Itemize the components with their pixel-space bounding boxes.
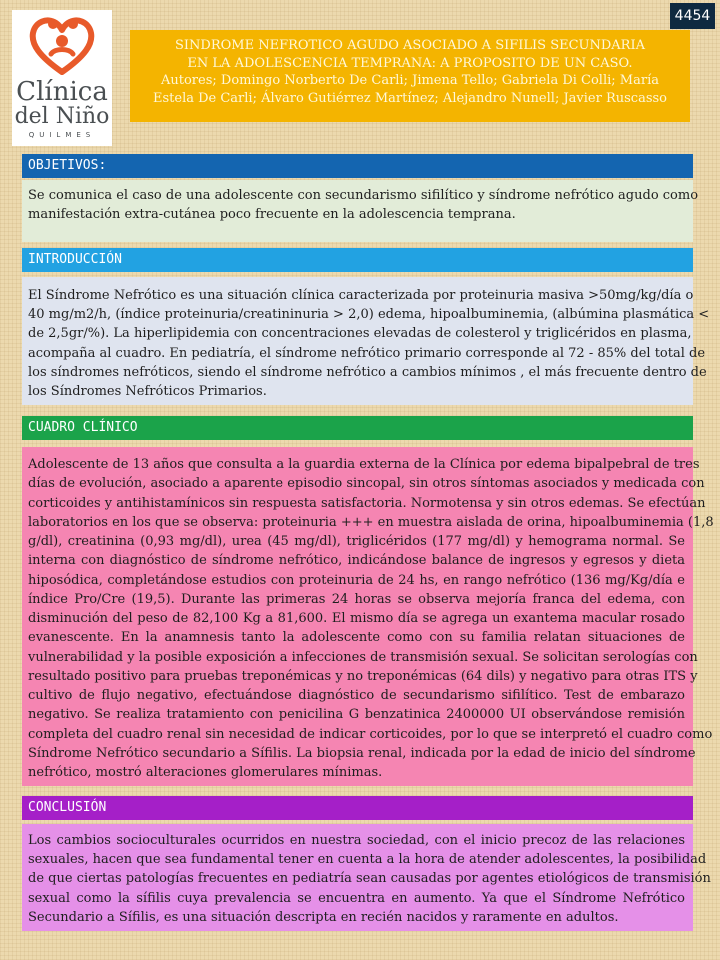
paragraph-line: corticoides y antihistamínicos sin respuesta satisfactoria. Normotensa y sin otros edemas. Se efectúan bbox=[28, 495, 706, 511]
logo-line-del-nino: del Niño bbox=[14, 104, 110, 129]
paragraph-line: sexuales, hacen que sea fundamental tener en cuenta a la hora de atender adolescentes, la posibilidad bbox=[28, 852, 707, 868]
paragraph-line: El Síndrome Nefrótico es una situación clínica caracterizada por proteinuria masiva >50mg/kg/día o bbox=[28, 288, 694, 303]
paragraph-line: Secundario a Sífilis, es una situación descripta en recién nacidos y raramente en adultos. bbox=[28, 909, 619, 925]
cuadro-clinico-body bbox=[22, 447, 714, 786]
paragraph-line: cultivo de flujo negativo, efectuándose diagnóstico de secundarismo sifilítico. Test de embarazo bbox=[28, 688, 685, 703]
paragraph-line: nefrótico, mostró alteraciones glomerulares mínimas. bbox=[28, 765, 383, 780]
page-number-badge: 4454 bbox=[670, 3, 715, 29]
paragraph-line: negativo. Se realiza tratamiento con penicilina G benzatinica 2400000 UI observándose remisión bbox=[28, 707, 685, 723]
paragraph-line: índice Pro/Cre (19,5). Durante las primeras 24 horas se observa mejoría franca del edema, con bbox=[28, 591, 685, 607]
paragraph-line: de que ciertas patologías frecuentes en pediatría sean causadas por agentes etiológicos de transmisión bbox=[28, 871, 711, 887]
heart-family-icon bbox=[29, 14, 95, 76]
paragraph-line: vulnerabilidad y la posible exposición a infecciones de transmisión sexual. Se solicitan serologías con bbox=[28, 649, 698, 665]
paragraph-line: interna con diagnóstico de síndrome nefrótico, indicándose balance de ingresos y egresos y dieta bbox=[28, 553, 685, 569]
paragraph-line: sexual como la sífilis cuya prevalencia se encuentra en aumento. Ya que el Síndrome Nefrótico bbox=[28, 890, 685, 906]
paragraph-line: laboratorios en los que se observa: proteinuria +++ en muestra aislada de orina, hipoalbuminemia (1,8 bbox=[28, 514, 714, 530]
paragraph-line: hiposódica, completándose estudios con proteinuria de 24 hs, en rango nefrótico (136 mg/Kg/día e bbox=[28, 572, 685, 588]
paragraph-line: evanescente. En la anamnesis tanto la adolescente como con su familia relatan situaciones de bbox=[28, 630, 685, 646]
clinic-logo bbox=[12, 10, 112, 146]
paragraph-line: Se comunica el caso de una adolescente con secundarismo sifilítico y síndrome nefrótico agudo como bbox=[28, 188, 699, 203]
paragraph-line: resultado positivo para pruebas treponémicas y no treponémicas (64 dils) y negativo para otras ITS y bbox=[28, 668, 698, 684]
paragraph-line: los Síndromes Nefróticos Primarios. bbox=[28, 384, 267, 400]
paragraph-line: Síndrome Nefrótico secundario a Sífilis. La biopsia renal, indicada por la edad de inicio del síndrome bbox=[28, 745, 696, 761]
paragraph-line: de 2,5gr/%). La hiperlipidemia con concentraciones elevadas de colesterol y triglicéridos en plasma, bbox=[28, 326, 692, 342]
objetivos-heading: OBJETIVOS: bbox=[22, 154, 693, 178]
objetivos-body bbox=[22, 180, 699, 242]
conclusion-body bbox=[22, 824, 711, 931]
introduccion-heading: INTRODUCCIÓN bbox=[22, 248, 693, 272]
logo-line-quilmes: QUILMES bbox=[28, 131, 96, 139]
paragraph-line: completa del cuadro renal sin necesidad de indicar corticoides, por lo que se interpretó el cuadro como bbox=[28, 726, 713, 742]
paragraph-line: días de evolución, asociado a aparente episodio sincopal, sin otros síntomas asociados y medicada con bbox=[28, 476, 705, 492]
title-line: EN LA ADOLESCENCIA TEMPRANA: A PROPOSITO DE UN CASO. bbox=[187, 55, 633, 71]
authors-line: Autores; Domingo Norberto De Carli; Jimena Tello; Gabriela Di Colli; María bbox=[161, 73, 659, 88]
paragraph-line: Los cambios socioculturales ocurridos en nuestra sociedad, con el inicio precoz de las relaciones bbox=[28, 833, 685, 848]
paragraph-line: disminución del peso de 82,100 Kg a 81,600. El mismo día se agrega un exantema macular rosado bbox=[28, 611, 685, 626]
paragraph-line: g/dl), creatinina (0,93 mg/dl), urea (45 mg/dl), triglicéridos (177 mg/dl) y hemograma normal. Se bbox=[28, 534, 685, 549]
cuadro-clinico-heading: CUADRO CLÍNICO bbox=[22, 416, 693, 440]
paragraph-line: 40 mg/m2/h, (índice proteinuria/creatininuria > 2,0) edema, hipoalbuminemia, (albúmina plasmática < bbox=[28, 307, 710, 323]
title-line: SINDROME NEFROTICO AGUDO ASOCIADO A SIFILIS SECUNDARIA bbox=[175, 38, 645, 53]
paragraph-line: los síndromes nefróticos, siendo el síndrome nefrótico a cambios mínimos , el más frecuente dentro de bbox=[28, 364, 707, 380]
logo-line-clinica: Clínica bbox=[16, 77, 108, 107]
paragraph-line: Adolescente de 13 años que consulta a la guardia externa de la Clínica por edema bipalpebral de tres bbox=[28, 457, 700, 472]
paragraph-line: manifestación extra-cutánea poco frecuente en la adolescencia temprana. bbox=[28, 206, 516, 222]
authors-line: Estela De Carli; Álvaro Gutiérrez Martínez; Alejandro Nunell; Javier Ruscasso bbox=[152, 90, 667, 106]
paragraph-line: acompaña al cuadro. En pediatría, el síndrome nefrótico primario corresponde al 72 - 85% del total de bbox=[28, 345, 706, 361]
conclusion-heading: CONCLUSIÓN bbox=[22, 796, 693, 820]
introduccion-body bbox=[22, 277, 710, 405]
poster-title-box bbox=[130, 30, 690, 122]
